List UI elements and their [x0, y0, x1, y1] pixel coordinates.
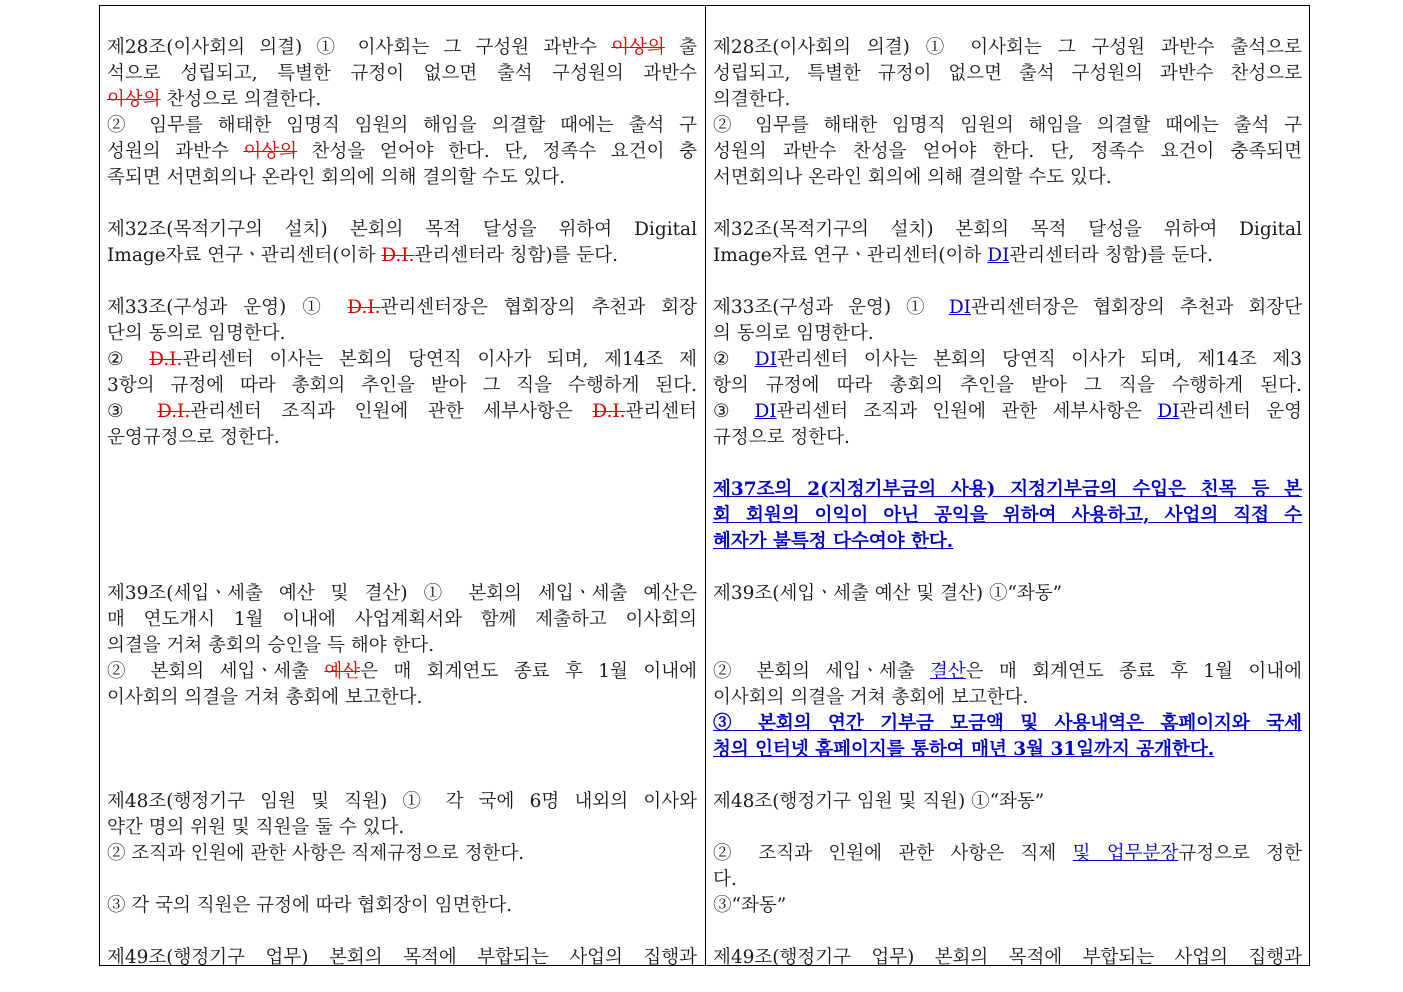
deleted-text: 이상의	[243, 141, 298, 162]
article-39-amended	[713, 581, 1302, 763]
text-line: ③ 각 국의 직원은 규정에 따라 협회장이 임면한다.	[107, 895, 513, 916]
text-line: ③ DI관리센터 조직과 인원에 관한 세부사항은 DI관리센터 운영	[713, 401, 1303, 422]
text-line: 이상의 찬성으로 의결한다.	[107, 89, 322, 110]
text-line: ② 본회의 세입ㆍ세출 예산은 매 회계연도 종료 후 1월 이내에	[107, 661, 697, 682]
text-line: 운영규정으로 정한다.	[107, 427, 280, 448]
article-49-amended	[713, 945, 1302, 971]
text-line: ② 조직과 인원에 관한 사항은 직제규정으로 정한다.	[107, 843, 525, 864]
deleted-text: D.I.	[157, 401, 191, 422]
inserted-text: DI	[948, 297, 971, 318]
inserted-text-line: 회 회원의 이익이 아닌 공익을 위하여 사용하고, 사업의 직접 수	[713, 505, 1302, 526]
text-line: 성원의 과반수 이상의 찬성을 얻어야 한다. 단, 정족수 요건이 충	[107, 141, 697, 162]
inserted-text: DI	[754, 401, 777, 422]
text-line: 제32조(목적기구의 설치) 본회의 목적 달성을 위하여 Digital	[713, 219, 1302, 240]
text-line: 제48조(행정기구 임원 및 직원) ① 각 국에 6명 내외의 이사와	[107, 791, 697, 812]
text-line: 서면회의나 온라인 회의에 의해 결의할 수도 있다.	[713, 167, 1112, 188]
text-line: 제48조(행정기구 임원 및 직원) ①“좌동”	[713, 791, 1045, 812]
article-33-current	[107, 295, 697, 451]
current-rules-column	[100, 6, 705, 968]
inserted-text: DI	[1157, 401, 1180, 422]
text-line: 제33조(구성과 운영) ① DI관리센터장은 협회장의 추천과 회장단	[713, 297, 1302, 318]
amended-rules-column	[706, 6, 1310, 968]
article-49-current	[107, 945, 697, 971]
comparison-table	[99, 5, 1310, 966]
text-line: ② 임무를 해태한 임명직 임원의 해임을 의결할 때에는 출석 구	[713, 115, 1302, 136]
article-32-current	[107, 217, 697, 269]
text-line: 제39조(세입ㆍ세출 예산 및 결산) ① 본회의 세입ㆍ세출 예산은	[107, 583, 697, 604]
text-line: 항의 규정에 따라 총회의 추인을 받아 그 직을 수행하게 된다.	[713, 375, 1302, 396]
inserted-text: 및 업무분장	[1072, 843, 1179, 864]
inserted-text: DI	[754, 349, 777, 370]
text-line: 3항의 규정에 따라 총회의 추인을 받아 그 직을 수행하게 된다.	[107, 375, 697, 396]
text-line: ② DI관리센터 이사는 본회의 당연직 이사가 되며, 제14조 제3	[713, 349, 1302, 370]
deleted-text: 이상의	[611, 37, 665, 58]
deleted-text: D.I.	[149, 349, 183, 370]
text-line: 의결한다.	[713, 89, 791, 110]
text-line: ③ D.I.관리센터 조직과 인원에 관한 세부사항은 D.I.관리센터	[107, 401, 698, 422]
deleted-text: 이상의	[107, 89, 161, 110]
text-line: 다.	[713, 869, 737, 890]
article-37-2-amended	[713, 477, 1302, 555]
text-line: ② D.I.관리센터 이사는 본회의 당연직 이사가 되며, 제14조 제	[107, 349, 697, 370]
text-line: 성원의 과반수 찬성을 얻어야 한다. 단, 정족수 요건이 충족되면	[713, 141, 1302, 162]
text-line: 제33조(구성과 운영) ① D.I.관리센터장은 협회장의 추천과 회장	[107, 297, 698, 318]
article-48-current	[107, 789, 697, 919]
deleted-text: D.I.	[381, 245, 415, 266]
text-line: ② 조직과 인원에 관한 사항은 직제 및 업무분장규정으로 정한	[713, 843, 1303, 864]
text-line: 제28조(이사회의 의결) ① 이사회는 그 구성원 과반수 이상의 출	[107, 37, 697, 58]
text-line: Image자료 연구ㆍ관리센터(이하 D.I.관리센터라 칭함)를 둔다.	[107, 245, 619, 266]
text-line: 제49조(행정기구 업무) 본회의 목적에 부합되는 사업의 집행과	[107, 947, 697, 968]
text-line: 이사회의 의결을 거쳐 총회에 보고한다.	[713, 687, 1029, 708]
article-39-current	[107, 581, 697, 711]
inserted-text-line: ③ 본회의 연간 기부금 모금액 및 사용내역은 홈페이지와 국세	[713, 713, 1302, 734]
article-28-amended	[713, 35, 1302, 191]
article-33-amended	[713, 295, 1302, 451]
inserted-text: 혜자가 불특정 다수여야 한다.	[713, 531, 954, 552]
inserted-text: 청의 인터넷 홈페이지를 통하여 매년 3월 31일까지 공개한다.	[713, 739, 1215, 760]
text-line: 제32조(목적기구의 설치) 본회의 목적 달성을 위하여 Digital	[107, 219, 697, 240]
text-line: 매 연도개시 1월 이내에 사업계획서와 함께 제출하고 이사회의	[107, 609, 697, 630]
text-line: Image자료 연구ㆍ관리센터(이하 DI관리센터라 칭함)를 둔다.	[713, 245, 1213, 266]
text-line	[713, 529, 1302, 555]
text-line: 의결을 거쳐 총회의 승인을 득 해야 한다.	[107, 635, 435, 656]
text-line: 제49조(행정기구 업무) 본회의 목적에 부합되는 사업의 집행과	[713, 947, 1302, 968]
article-48-amended	[713, 789, 1302, 919]
deleted-text: D.I.	[592, 401, 626, 422]
text-line: ③“좌동”	[713, 895, 787, 916]
article-32-amended	[713, 217, 1302, 269]
text-line: 석으로 성립되고, 특별한 규정이 없으면 출석 구성원의 과반수	[107, 63, 697, 84]
text-line: 의 동의로 임명한다.	[713, 323, 874, 344]
inserted-text-line: 제37조의 2(지정기부금의 사용) 지정기부금의 수입은 친목 등 본	[713, 479, 1302, 500]
deleted-text: 예산	[324, 661, 361, 682]
inserted-text: 결산	[930, 661, 966, 682]
text-line	[713, 737, 1302, 763]
text-line: ② 본회의 세입ㆍ세출 결산은 매 회계연도 종료 후 1월 이내에	[713, 661, 1302, 682]
text-line: ② 임무를 해태한 임명직 임원의 해임을 의결할 때에는 출석 구	[107, 115, 697, 136]
text-line: 제28조(이사회의 의결) ① 이사회는 그 구성원 과반수 출석으로	[713, 37, 1302, 58]
text-line: 약간 명의 위원 및 직원을 둘 수 있다.	[107, 817, 405, 838]
article-28-current	[107, 35, 697, 191]
deleted-text: D.I.	[347, 297, 381, 318]
text-line: 족되면 서면회의나 온라인 회의에 의해 결의할 수도 있다.	[107, 167, 566, 188]
text-line: 성립되고, 특별한 규정이 없으면 출석 구성원의 과반수 찬성으로	[713, 63, 1302, 84]
text-line: 이사회의 의결을 거쳐 총회에 보고한다.	[107, 687, 423, 708]
text-line: 규정으로 정한다.	[713, 427, 850, 448]
text-line: 단의 동의로 임명한다.	[107, 323, 286, 344]
text-line: 제39조(세입ㆍ세출 예산 및 결산) ①“좌동”	[713, 583, 1063, 604]
inserted-text: DI	[987, 245, 1010, 266]
